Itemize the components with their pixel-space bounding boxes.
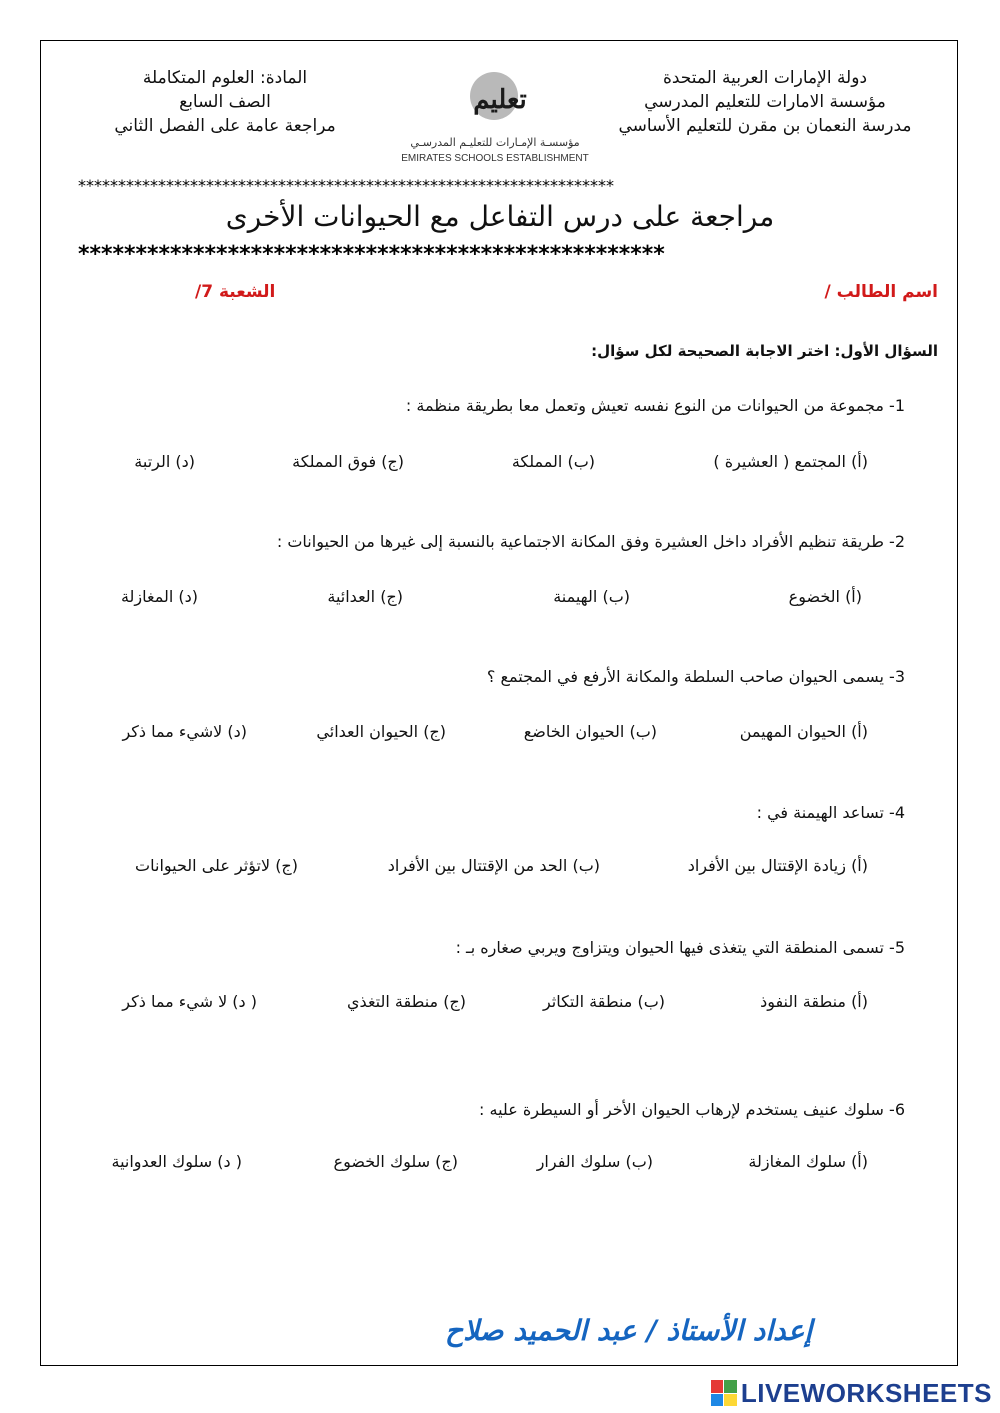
signature-text: إعداد الأستاذ / عبد الحميد صلاح (445, 1314, 813, 1347)
header-left (95, 66, 355, 138)
q5-option-d[interactable]: ( د) لا شيء مما ذكر (122, 992, 257, 1011)
question-3-text: 3- يسمى الحيوان صاحب السلطة والمكانة الأرفع في المجتمع ؟ (486, 667, 905, 686)
header-subject: المادة: العلوم المتكاملة (142, 68, 308, 88)
logo-mark: تعليم (473, 85, 527, 115)
question-5-text: 5- تسمى المنطقة التي يتغذى فيها الحيوان ويتزاوج ويربي صغاره بـ : (455, 938, 905, 957)
q1-option-c[interactable]: (ج) فوق المملكة (292, 452, 404, 471)
logo-arabic: مؤسسـة الإمـارات للتعليـم المدرسـي (410, 136, 580, 149)
header-country: دولة الإمارات العربية المتحدة (662, 68, 868, 88)
q2-option-b[interactable]: (ب) الهيمنة (553, 587, 630, 606)
q4-option-a[interactable]: (أ) زيادة الإقتتال بين الأفراد (687, 856, 868, 875)
q6-option-c[interactable]: (ج) سلوك الخضوع (333, 1152, 458, 1171)
header-school: مدرسة النعمان بن مقرن للتعليم الأساسي (618, 116, 912, 136)
q3-option-b[interactable]: (ب) الحيوان الخاضع (523, 722, 657, 741)
header-establishment: مؤسسة الامارات للتعليم المدرسي (644, 92, 886, 112)
section-label: الشعبة 7/ (195, 282, 276, 302)
page-title: مراجعة على درس التفاعل مع الحيوانات الأخرى (225, 200, 775, 233)
q5-option-b[interactable]: (ب) منطقة التكاثر (542, 992, 665, 1011)
q2-option-d[interactable]: (د) المغازلة (120, 587, 198, 606)
q3-option-d[interactable]: (د) لاشيء مما ذكر (122, 722, 247, 741)
question-6-text: 6- سلوك عنيف يستخدم لإرهاب الحيوان الأخر أو السيطرة عليه : (479, 1100, 905, 1119)
ese-logo (390, 66, 600, 166)
header-right (600, 66, 930, 138)
header-review: مراجعة عامة على الفصل الثاني (114, 116, 336, 136)
stars-divider-top: ******************************************************************* (78, 176, 614, 195)
question-1-text: 1- مجموعة من الحيوانات من النوع نفسه تعيش وتعمل معا بطريقة منظمة : (405, 396, 905, 415)
q5-option-c[interactable]: (ج) منطقة التغذي (347, 992, 466, 1011)
student-name-label: اسم الطالب / (824, 282, 938, 302)
q1-option-d[interactable]: (د) الرتبة (134, 452, 195, 471)
q5-option-a[interactable]: (أ) منطقة النفوذ (760, 992, 868, 1011)
q6-option-a[interactable]: (أ) سلوك المغازلة (748, 1152, 868, 1171)
author-signature (95, 1298, 813, 1358)
brand-name: LIVEWORKSHEETS (740, 1377, 992, 1408)
q2-option-a[interactable]: (أ) الخضوع (788, 587, 862, 606)
q6-option-b[interactable]: (ب) سلوك الفرار (536, 1152, 653, 1171)
q1-option-a[interactable]: (أ) المجتمع ( العشيرة ) (713, 452, 868, 471)
stars-divider-bottom: *************************************************** (78, 242, 665, 267)
q3-option-a[interactable]: (أ) الحيوان المهيمن (739, 722, 868, 741)
q4-option-c[interactable]: (ج) لاتؤثر على الحيوانات (135, 856, 298, 875)
liveworksheets-logo-icon (711, 1380, 737, 1406)
question-2-text: 2- طريقة تنظيم الأفراد داخل العشيرة وفق المكانة الاجتماعية بالنسبة إلى غيرها من الحيوانات : (276, 532, 905, 551)
logo-english: EMIRATES SCHOOLS ESTABLISHMENT (401, 153, 589, 164)
q1-option-b[interactable]: (ب) المملكة (511, 452, 595, 471)
q6-option-d[interactable]: ( د) سلوك العدوانية (111, 1152, 242, 1171)
q2-option-c[interactable]: (ج) العدائية (327, 587, 403, 606)
q3-option-c[interactable]: (ج) الحيوان العدائي (316, 722, 446, 741)
header-grade: الصف السابع (179, 92, 271, 112)
q4-option-b[interactable]: (ب) الحد من الإقتتال بين الأفراد (387, 856, 600, 875)
question-4-text: 4- تساعد الهيمنة في : (756, 803, 905, 822)
liveworksheets-brand[interactable] (711, 1378, 992, 1408)
question-heading: السؤال الأول: اختر الاجابة الصحيحة لكل سؤال: (591, 342, 938, 360)
ese-logo-icon (390, 66, 600, 166)
